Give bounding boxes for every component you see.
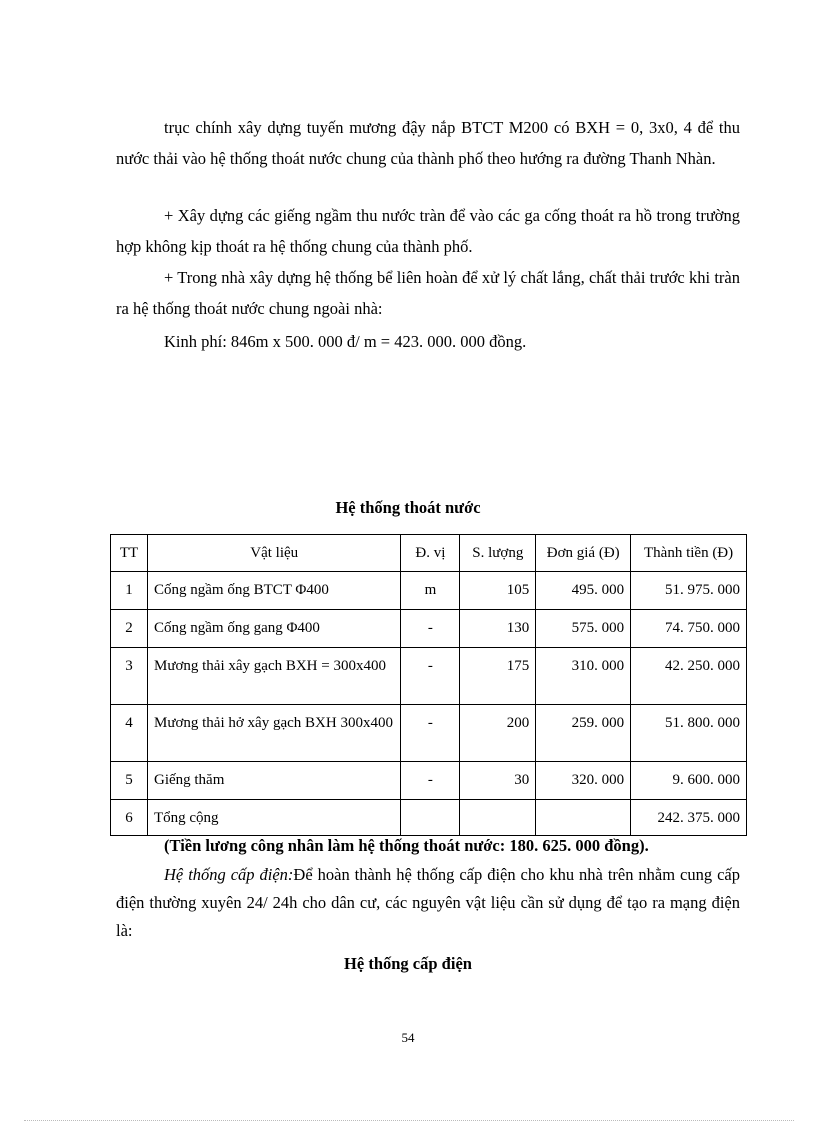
cell-unit-price: 575. 000 xyxy=(536,610,631,648)
cell-tt: 5 xyxy=(111,762,148,800)
electric-italic-lead: Hệ thống cấp điện: xyxy=(164,865,294,884)
cell-quantity xyxy=(460,800,536,836)
cell-total: 42. 250. 000 xyxy=(631,648,747,705)
cell-material: Cống ngầm ống BTCT Φ400 xyxy=(147,572,400,610)
drainage-cost-table xyxy=(110,534,747,836)
paragraph-electric xyxy=(116,861,740,945)
cell-quantity: 30 xyxy=(460,762,536,800)
table-row xyxy=(111,705,747,762)
cell-unit: - xyxy=(401,648,460,705)
table-title-drainage: Hệ thống thoát nước xyxy=(335,498,481,517)
labor-cost-note: (Tiền lương công nhân làm hệ thống thoát nước: 180. 625. 000 đồng). xyxy=(164,836,649,855)
cell-unit: - xyxy=(401,705,460,762)
cell-unit: - xyxy=(401,610,460,648)
paragraph-cost: Kinh phí: 846m x 500. 000 đ/ m = 423. 000. 000 đồng. xyxy=(164,332,527,351)
cell-total: 74. 750. 000 xyxy=(631,610,747,648)
paragraph-wells: + Xây dựng các giếng ngầm thu nước tràn để vào các ga cống thoát ra hồ trong trường hợp không kịp thoát ra hệ thống chung của thành phố. xyxy=(116,206,740,256)
header-unit: Đ. vị xyxy=(401,535,460,572)
cell-quantity: 200 xyxy=(460,705,536,762)
table-row xyxy=(111,762,747,800)
cell-total: 9. 600. 000 xyxy=(631,762,747,800)
page-number: 54 xyxy=(401,1030,415,1045)
cell-unit-price xyxy=(536,800,631,836)
cell-total: 51. 975. 000 xyxy=(631,572,747,610)
cell-tt: 3 xyxy=(111,648,148,705)
table-row-total xyxy=(111,800,747,836)
header-quantity: S. lượng xyxy=(460,535,536,572)
header-tt: TT xyxy=(111,535,148,572)
cell-unit-price: 310. 000 xyxy=(536,648,631,705)
cell-quantity: 175 xyxy=(460,648,536,705)
cell-material: Cống ngầm ống gang Φ400 xyxy=(147,610,400,648)
table-row xyxy=(111,610,747,648)
paragraph-drainage-axis xyxy=(116,112,740,174)
cell-unit: m xyxy=(401,572,460,610)
cell-quantity: 130 xyxy=(460,610,536,648)
cell-quantity: 105 xyxy=(460,572,536,610)
cell-unit-price: 495. 000 xyxy=(536,572,631,610)
cell-unit-price: 320. 000 xyxy=(536,762,631,800)
header-unit-price: Đơn giá (Đ) xyxy=(536,535,631,572)
cell-material: Tổng cộng xyxy=(147,800,400,836)
header-total: Thành tiền (Đ) xyxy=(631,535,747,572)
electric-text: Để hoàn thành hệ thống cấp điện cho khu nhà trên nhằm cung cấp điện thường xuyên 24/ 24h cho dân cư, các nguyên vật liệu cần sử dụng để tạo ra mạng điện là: xyxy=(116,865,740,940)
cell-tt: 4 xyxy=(111,705,148,762)
section-title-electric: Hệ thống cấp điện xyxy=(344,954,472,973)
paragraph-tanks: + Trong nhà xây dựng hệ thống bể liên hoàn để xử lý chất lắng, chất thải trước khi tràn ra hệ thống thoát nước chung ngoài nhà: xyxy=(116,268,740,318)
cell-unit-price: 259. 000 xyxy=(536,705,631,762)
cell-unit xyxy=(401,800,460,836)
cell-material: Mương thải xây gạch BXH = 300x400 xyxy=(147,648,400,705)
cell-material: Mương thải hở xây gạch BXH 300x400 xyxy=(147,705,400,762)
cell-unit: - xyxy=(401,762,460,800)
cell-tt: 6 xyxy=(111,800,148,836)
paragraph-text: trục chính xây dựng tuyến mương đậy nắp BTCT M200 có BXH = 0, 3x0, 4 để thu nước thải vào hệ thống thoát nước chung của thành phố theo hướng ra đường Thanh Nhàn. xyxy=(116,118,740,168)
cell-tt: 2 xyxy=(111,610,148,648)
table-row xyxy=(111,648,747,705)
cell-material: Giếng thăm xyxy=(147,762,400,800)
table-row xyxy=(111,572,747,610)
header-material: Vật liệu xyxy=(147,535,400,572)
cell-total: 242. 375. 000 xyxy=(631,800,747,836)
cell-total: 51. 800. 000 xyxy=(631,705,747,762)
cell-tt: 1 xyxy=(111,572,148,610)
table-header-row xyxy=(111,535,747,572)
footer-dotted-line xyxy=(24,1120,794,1121)
